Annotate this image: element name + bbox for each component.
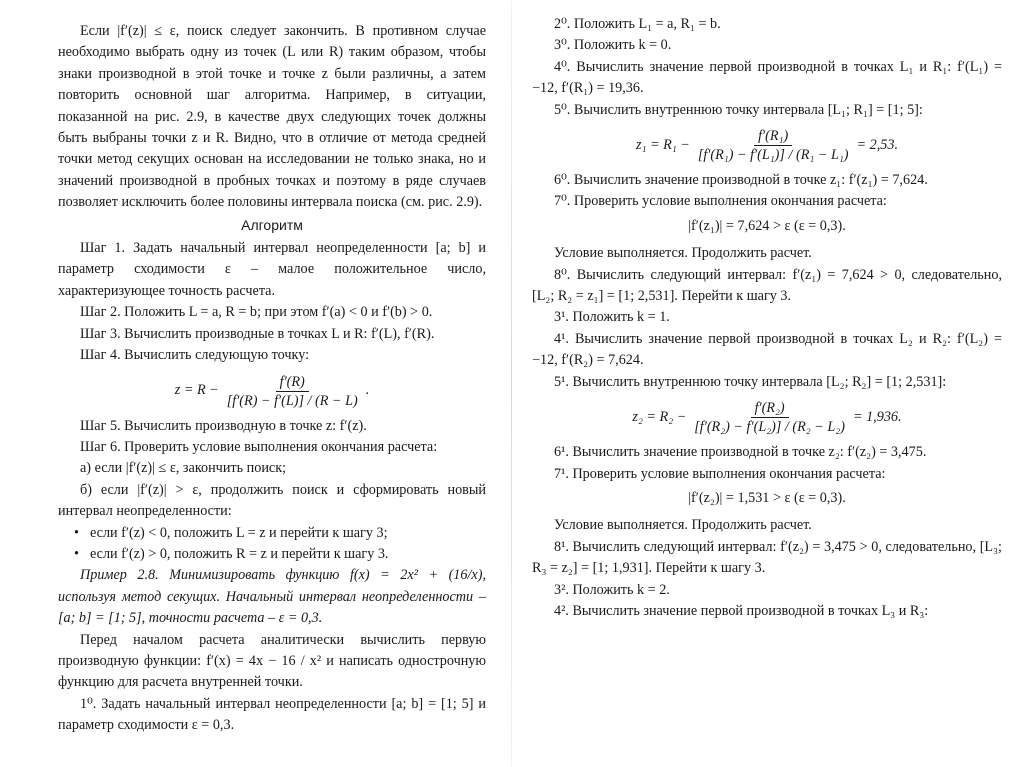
condition-2 xyxy=(532,488,1002,509)
step-3-2: 3². Положить k = 2. xyxy=(554,581,670,598)
formula-z2-numerator: f′(R₂) xyxy=(751,399,789,418)
formula-z2-fraction xyxy=(690,399,849,436)
intro-paragraph: Если |f′(z)| ≤ ε, поиск следует закончить. В противном случае необходимо выбрать одну из точек (L или R) таким образом, чтобы знаки производной в этой точке и точке z были различны, а затем повторить основной шаг алгоритма. Например, в ситуации, показанной на рис. 2.9, в качестве двух следующих точек должны быть выбраны точки z и R. Видно, что в отличие от метода средней точки метод секущих основан на исследовании не только знака, но и значений производной в пробных точках и поэтому в ряде случаев позволяет исключить более половины интервала поиска (см. рис. 2.9). xyxy=(58,23,486,211)
step-4: Шаг 4. Вычислить следующую точку: xyxy=(80,347,310,364)
step-6-0: 6⁰. Вычислить значение производной в точке z₁: f′(z₁) = 7,624. xyxy=(554,172,928,189)
step-3-0: 3⁰. Положить k = 0. xyxy=(554,37,672,54)
step-6: Шаг 6. Проверить условие выполнения окончания расчета: xyxy=(80,438,438,455)
step-4-1: 4¹. Вычислить значение первой производной в точках L₂ и R₂: f′(L₂) = −12, f′(R₂) = 7,624. xyxy=(532,330,1002,369)
bullet-positive: • если f′(z) > 0, положить R = z и перейти к шагу 3. xyxy=(58,544,486,565)
condition-1-text: |f′(z₁)| = 7,624 > ε (ε = 0,3). xyxy=(688,217,846,234)
step-7-0: 7⁰. Проверить условие выполнения окончания расчета: xyxy=(554,193,887,210)
step-1-0: 1⁰. Задать начальный интервал неопределенности [a; b] = [1; 5] и параметр сходимости ε = 0,3. xyxy=(58,695,486,734)
formula-z2-denominator: [f′(R₂) − f′(L₂)] / (R₂ − L₂) xyxy=(694,419,845,436)
step-5-1: 5¹. Вычислить внутреннюю точку интервала [L₂; R₂] = [1; 2,531]: xyxy=(554,373,947,390)
formula-z2 xyxy=(532,399,1002,436)
step-3-1: 3¹. Положить k = 1. xyxy=(554,309,670,326)
algorithm-heading: Алгоритм xyxy=(241,216,303,233)
formula-z1-fraction xyxy=(694,127,853,164)
step-8-0: 8⁰. Вычислить следующий интервал: f′(z₁) = 7,624 > 0, следовательно, [L₂; R₂ = z₁] = [1; 2,531]. Перейти к шагу 3. xyxy=(532,266,1002,305)
step-7-1: 7¹. Проверить условие выполнения окончания расчета: xyxy=(554,465,886,482)
derivative-paragraph: Перед началом расчета аналитически вычислить первую производную функции: f′(x) = 4x − 16 / x² и написать однострочную функцию для расчета внутренней точки. xyxy=(58,631,486,691)
formula-z1 xyxy=(532,127,1002,164)
formula-z1-result: = 2,53. xyxy=(856,136,899,153)
formula-next-point xyxy=(58,373,486,410)
step-4-0: 4⁰. Вычислить значение первой производной в точках L₁ и R₁: f′(L₁) = −12, f′(R₁) = 19,36. xyxy=(532,58,1002,97)
formula-denominator: [f′(R) − f′(L)] / (R − L) xyxy=(226,392,358,409)
step-2: Шаг 2. Положить L = a, R = b; при этом f′(a) < 0 и f′(b) > 0. xyxy=(80,304,433,321)
condition-1 xyxy=(532,216,1002,237)
formula-z1-denominator: [f′(R₁) − f′(L₁)] / (R₁ − L₁) xyxy=(697,147,849,164)
step-1: Шаг 1. Задать начальный интервал неопределенности [a; b] и параметр сходимости ε – малое положительное число, характеризующее точность расчета. xyxy=(58,240,486,299)
step-3: Шаг 3. Вычислить производные в точках L и R: f′(L), f′(R). xyxy=(80,325,435,342)
step-8-1: 8¹. Вычислить следующий интервал: f′(z₂) = 3,475 > 0, следовательно, [L₃; R₃ = z₂] = [1; 1,931]. Перейти к шагу 3. xyxy=(532,538,1002,577)
step-4-2: 4². Вычислить значение первой производной в точках L₃ и R₃: xyxy=(554,602,929,619)
step-6a: а) если |f′(z)| ≤ ε, закончить поиск; xyxy=(80,460,287,477)
step-6-1: 6¹. Вычислить значение производной в точке z₂: f′(z₂) = 3,475. xyxy=(554,444,927,461)
formula-z1-lhs: z₁ = R₁ − xyxy=(635,136,690,153)
formula-end: . xyxy=(365,382,370,399)
step-5-0: 5⁰. Вычислить внутреннюю точку интервала [L₁; R₁] = [1; 5]: xyxy=(554,101,923,118)
condition-2-text: |f′(z₂)| = 1,531 > ε (ε = 0,3). xyxy=(688,489,846,506)
step-2-0: 2⁰. Положить L₁ = a, R₁ = b. xyxy=(554,16,721,32)
right-page xyxy=(512,0,1024,767)
condition-met-2: Условие выполняется. Продолжить расчет. xyxy=(554,517,812,534)
formula-z2-result: = 1,936. xyxy=(852,408,902,425)
formula-lhs: z = R − xyxy=(174,382,219,399)
step-6b: б) если |f′(z)| > ε, продолжить поиск и сформировать новый интервал неопределенности: xyxy=(58,481,486,520)
step-5: Шаг 5. Вычислить производную в точке z: f′(z). xyxy=(80,417,367,434)
formula-fraction xyxy=(223,373,362,410)
formula-numerator: f′(R) xyxy=(276,373,309,392)
example-2-8: Пример 2.8. Минимизировать функцию f(x) = 2x² + (16/x), используя метод секущих. Начальный интервал неопределенности – [a; b] = [1; 5], точности расчета – ε = 0,3. xyxy=(58,567,486,627)
bullet-negative: • если f′(z) < 0, положить L = z и перейти к шагу 3; xyxy=(58,523,486,544)
formula-z2-lhs: z₂ = R₂ − xyxy=(632,408,687,425)
condition-met-1: Условие выполняется. Продолжить расчет. xyxy=(554,245,812,262)
formula-z1-numerator: f′(R₁) xyxy=(754,127,792,146)
